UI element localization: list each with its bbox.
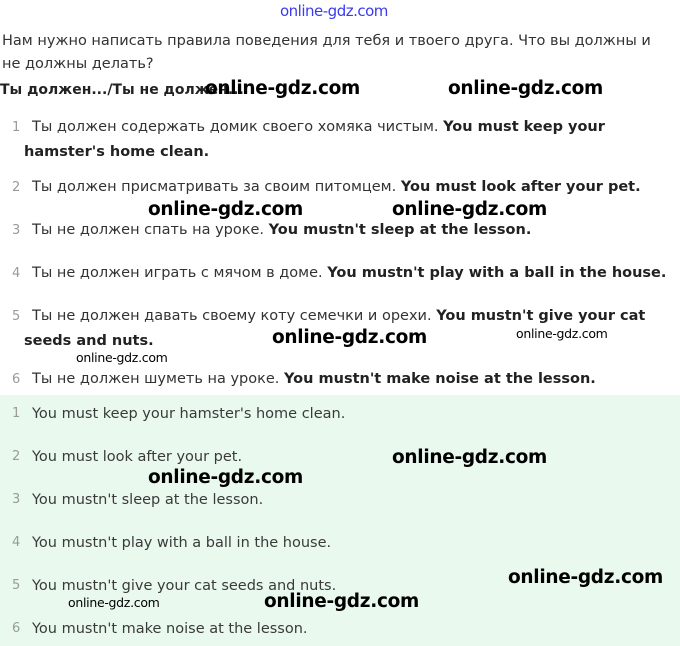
watermark: online-gdz.com (205, 78, 360, 99)
answer-text: You must look after your pet. (32, 449, 243, 465)
task-intro: Нам нужно написать правила поведения для тебя и твоего друга. Что вы должны и не должны делать? (2, 33, 651, 72)
watermark: online-gdz.com (68, 595, 160, 610)
rule-text (24, 115, 672, 165)
rule-text (32, 175, 672, 200)
rule-number: 1 (12, 120, 21, 135)
rule-number: 2 (12, 180, 21, 195)
answer-text: You mustn't make noise at the lesson. (32, 621, 308, 637)
answer-text: You mustn't play with a ball in the house. (32, 535, 332, 551)
rule-ru: Ты не должен шуметь на уроке. (32, 371, 280, 387)
answer-text: You must keep your hamster's home clean. (32, 406, 346, 422)
answer-number: 5 (12, 578, 21, 593)
watermark: online-gdz.com (148, 467, 303, 488)
answer-text: You mustn't sleep at the lesson. (32, 492, 264, 508)
rule-en: You must look after your pet. (400, 179, 641, 195)
rule-text (32, 261, 672, 286)
watermark: online-gdz.com (272, 327, 427, 348)
rule-en: You mustn't play with a ball in the house. (327, 265, 667, 281)
rule-en: You mustn't make noise at the lesson. (284, 371, 596, 387)
watermark: online-gdz.com (76, 350, 168, 365)
rule-en: You mustn't sleep at the lesson. (268, 222, 532, 238)
rule-number: 3 (12, 223, 21, 238)
rule-number: 4 (12, 266, 21, 281)
watermark: online-gdz.com (148, 199, 303, 220)
watermark: online-gdz.com (392, 447, 547, 468)
rule-ru: Ты не должен давать своему коту семечки и орехи. (32, 308, 432, 324)
rule-item-1 (0, 115, 672, 165)
rule-ru: Ты не должен спать на уроке. (32, 222, 265, 238)
answer-text: You mustn't give your cat seeds and nuts. (32, 578, 337, 594)
watermark: online-gdz.com (508, 567, 663, 588)
answer-number: 1 (12, 406, 21, 421)
answer-number: 6 (12, 621, 21, 636)
rule-text (32, 367, 672, 392)
task-subheading: Ты должен.../Ты не должен... (0, 82, 244, 98)
rule-text (32, 218, 672, 243)
watermark: online-gdz.com (392, 199, 547, 220)
rule-ru: Ты должен присматривать за своим питомцем. (32, 179, 397, 195)
answer-number: 2 (12, 449, 21, 464)
rule-number: 5 (12, 309, 21, 324)
rule-ru: Ты не должен играть с мячом в доме. (32, 265, 323, 281)
rule-en: You mustn't give your cat seeds and nuts. (24, 308, 646, 349)
watermark: online-gdz.com (448, 78, 603, 99)
top-watermark: online-gdz.com (280, 2, 388, 20)
rule-number: 6 (12, 372, 21, 387)
answer-number: 4 (12, 535, 21, 550)
answer-number: 3 (12, 492, 21, 507)
rule-ru: Ты должен содержать домик своего хомяка чистым. (32, 119, 439, 135)
watermark: online-gdz.com (516, 326, 608, 341)
rule-en: You must keep your hamster's home clean. (24, 119, 605, 160)
watermark: online-gdz.com (264, 591, 419, 612)
